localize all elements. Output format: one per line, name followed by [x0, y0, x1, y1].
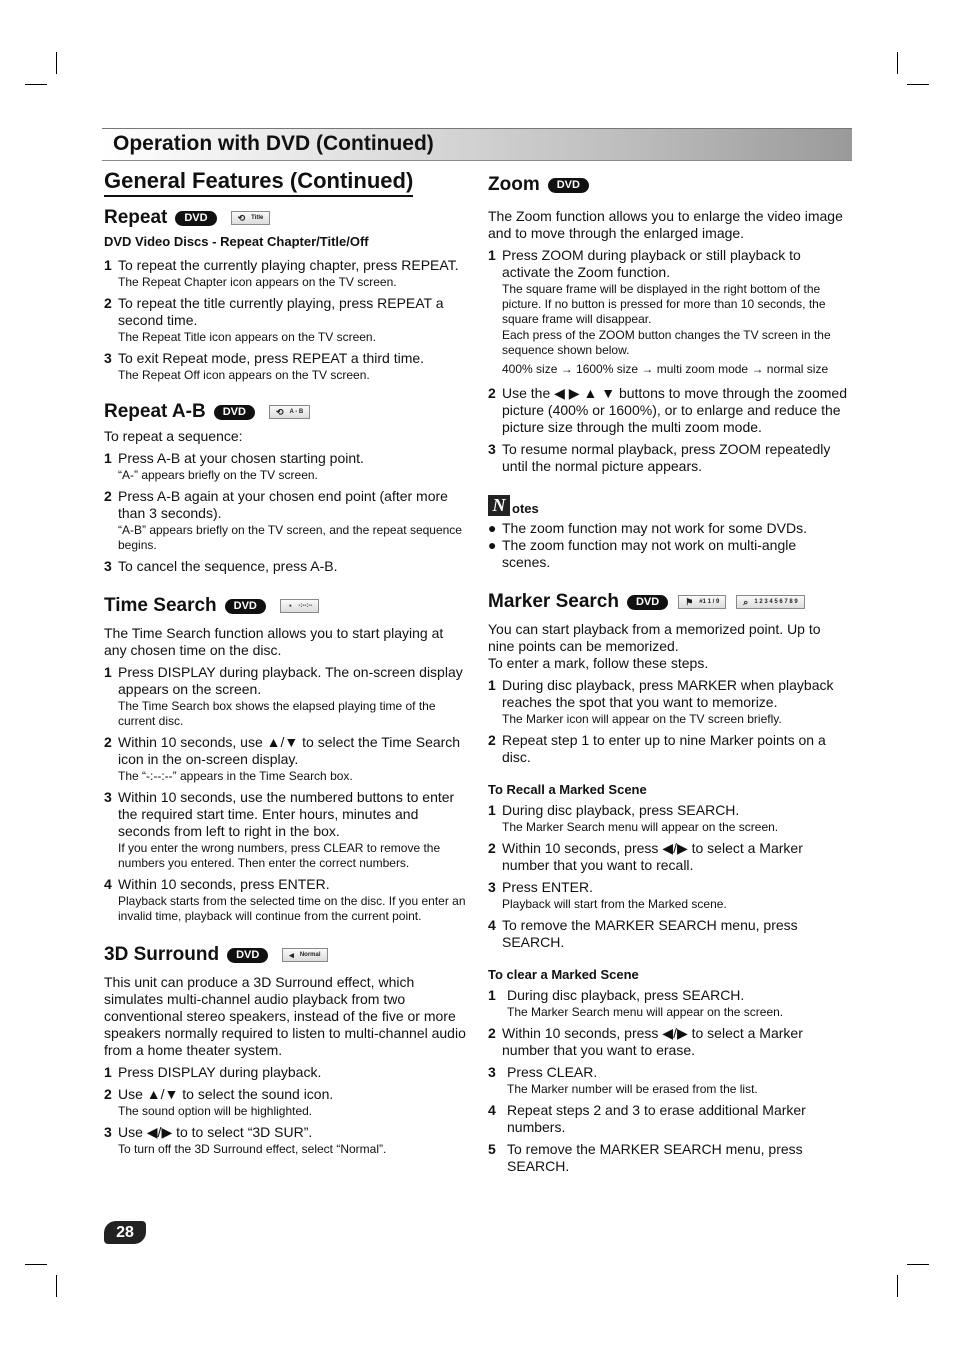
- step-number: 2: [104, 295, 112, 311]
- step-item: [104, 1124, 468, 1157]
- note-text: The zoom function may not work on multi-angle scenes.: [502, 537, 797, 570]
- step-item: [104, 450, 468, 483]
- time-search-heading: [104, 595, 468, 617]
- step-item: [104, 295, 468, 345]
- step-text: Use ▲/▼ to select the sound icon.: [118, 1086, 334, 1102]
- section-title: Repeat: [104, 207, 168, 228]
- crop-mark: [897, 1275, 898, 1297]
- step-note: To turn off the 3D Surround effect, select “Normal”.: [118, 1142, 387, 1156]
- step-text: Repeat step 1 to enter up to nine Marker points on a disc.: [502, 732, 826, 765]
- bullet-icon: ●: [488, 520, 497, 536]
- step-number: 2: [104, 1086, 112, 1102]
- surround-heading: [104, 944, 468, 966]
- section-intro: This unit can produce a 3D Surround effect, which simulates multi-channel audio playback from two conventional stereo speakers, instead of the five or more speakers normally required to listen to multi-channel audio from a home theater system.: [104, 974, 466, 1058]
- step-number: 1: [104, 1064, 112, 1080]
- section-title: Repeat A-B: [104, 401, 206, 422]
- step-text: Press DISPLAY during playback.: [118, 1064, 322, 1080]
- step-text: To repeat the title currently playing, press REPEAT a second time.: [118, 295, 444, 328]
- step-item: [104, 558, 468, 575]
- step-note: Playback will start from the Marked scene.: [502, 897, 727, 911]
- step-note: “A-” appears briefly on the TV screen.: [118, 468, 318, 482]
- step-text: To remove the MARKER SEARCH menu, press SEARCH.: [502, 917, 798, 950]
- step-text: To repeat the currently playing chapter, press REPEAT.: [118, 257, 459, 273]
- step-item: [488, 879, 848, 912]
- osd-label: 1 2 3 4 5 6 7 8 9: [754, 599, 798, 605]
- section-intro: You can start playback from a memorized point. Up to nine points can be memorized.: [488, 621, 821, 654]
- step-text: Within 10 seconds, press ◀/▶ to select a Marker number that you want to erase.: [502, 1025, 803, 1058]
- note-item: [488, 520, 848, 537]
- step-text: Within 10 seconds, use the numbered buttons to enter the required start time. Enter hours, minutes and seconds from left to right in the box.: [118, 789, 455, 839]
- repeat-icon: ⟲: [237, 212, 246, 223]
- note-item: [488, 537, 848, 571]
- step-note: The Marker number will be erased from the list.: [507, 1082, 758, 1096]
- section-title: Zoom: [488, 174, 540, 195]
- clear-heading: To clear a Marked Scene: [488, 967, 639, 982]
- step-item: [104, 257, 468, 290]
- crop-mark: [56, 1275, 57, 1297]
- section-title: Marker Search: [488, 591, 619, 612]
- step-text: Repeat steps 2 and 3 to erase additional Marker numbers.: [507, 1102, 806, 1135]
- step-number: 2: [104, 488, 112, 504]
- recall-heading: To Recall a Marked Scene: [488, 782, 647, 797]
- section-banner: [102, 128, 852, 161]
- step-text: To remove the MARKER SEARCH menu, press SEARCH.: [507, 1141, 803, 1174]
- step-text: Press CLEAR.: [507, 1064, 598, 1080]
- page-title: General Features (Continued): [104, 168, 413, 197]
- osd-icon: [282, 948, 327, 962]
- bullet-icon: ●: [488, 537, 497, 553]
- step-item: [488, 732, 848, 766]
- step-item: [488, 1064, 848, 1097]
- step-item: [104, 1064, 468, 1081]
- osd-icon: [269, 405, 310, 419]
- osd-label: A - B: [289, 409, 304, 415]
- step-text: Within 10 seconds, use ▲/▼ to select the Time Search icon in the on-screen display.: [118, 734, 461, 767]
- step-note: Playback starts from the selected time on the disc. If you enter an invalid time, playback will continue from the current point.: [118, 894, 466, 923]
- step-text: During disc playback, press MARKER when playback reaches the spot that you want to memorize.: [502, 677, 834, 710]
- step-note: The “-:--:--” appears in the Time Search box.: [118, 769, 353, 783]
- step-item: [104, 1086, 468, 1119]
- step-number: 1: [104, 257, 112, 273]
- step-text: Use the ◀ ▶ ▲ ▼ buttons to move through the zoomed picture (400% or 1600%), or to enlarge and reduce the picture size through the multi zoom mode.: [502, 385, 847, 435]
- step-item: [488, 1025, 848, 1059]
- marker-search-heading: [488, 591, 848, 613]
- step-text: To cancel the sequence, press A-B.: [118, 558, 338, 574]
- osd-label: -:--:--: [298, 603, 313, 609]
- step-number: 3: [488, 1064, 496, 1080]
- step-item: [104, 664, 468, 729]
- step-text: During disc playback, press SEARCH.: [502, 802, 740, 818]
- step-number: 4: [488, 1102, 496, 1118]
- step-item: [488, 1102, 848, 1136]
- step-number: 3: [488, 441, 496, 457]
- repeat-icon: ⟲: [275, 406, 284, 417]
- step-number: 3: [488, 879, 496, 895]
- note-text: The zoom function may not work for some DVDs.: [502, 520, 807, 536]
- step-note: Each press of the ZOOM button changes the TV screen in the sequence shown below.: [502, 328, 831, 357]
- section-subtitle: DVD Video Discs - Repeat Chapter/Title/Off: [104, 234, 369, 249]
- crop-mark: [907, 1264, 929, 1265]
- step-number: 3: [104, 558, 112, 574]
- step-number: 1: [104, 450, 112, 466]
- zoom-heading: [488, 174, 848, 196]
- section-intro: To enter a mark, follow these steps.: [488, 655, 709, 671]
- left-column: [104, 168, 468, 1157]
- step-text: Use ◀/▶ to to select “3D SUR”.: [118, 1124, 313, 1140]
- step-number: 1: [104, 664, 112, 680]
- step-number: 1: [488, 677, 496, 693]
- section-intro: The Zoom function allows you to enlarge the video image and to move through the enlarged image.: [488, 208, 843, 241]
- zoom-sequence: 400% size → 1600% size → multi zoom mode → normal size: [502, 362, 829, 376]
- step-number: 2: [488, 385, 496, 401]
- right-column: [488, 174, 848, 1175]
- osd-icon: [280, 599, 319, 613]
- step-number: 4: [488, 917, 496, 933]
- crop-mark: [907, 84, 929, 85]
- step-item: [488, 840, 848, 874]
- step-number: 2: [104, 734, 112, 750]
- crop-mark: [897, 52, 898, 74]
- notes-heading: [488, 495, 848, 516]
- step-number: 3: [104, 1124, 112, 1140]
- repeat-ab-heading: [104, 401, 468, 423]
- step-text: Press ZOOM during playback or still playback to activate the Zoom function.: [502, 247, 801, 280]
- crop-mark: [25, 1264, 47, 1265]
- step-item: [488, 677, 848, 727]
- osd-label: Normal: [299, 952, 321, 958]
- step-item: [488, 441, 848, 475]
- step-number: 5: [488, 1141, 496, 1157]
- step-number: 2: [488, 732, 496, 748]
- step-text: Within 10 seconds, press ◀/▶ to select a Marker number that you want to recall.: [502, 840, 803, 873]
- step-number: 4: [104, 876, 112, 892]
- section-title: 3D Surround: [104, 944, 220, 965]
- osd-label: Title: [251, 215, 264, 221]
- dvd-badge: DVD: [214, 405, 255, 420]
- dvd-badge: DVD: [175, 211, 216, 226]
- clock-icon: ◔: [286, 601, 293, 611]
- step-note: The Marker Search menu will appear on the screen.: [507, 1005, 784, 1019]
- step-note: The Time Search box shows the elapsed playing time of the current disc.: [118, 699, 436, 728]
- step-number: 3: [104, 350, 112, 366]
- step-text: Within 10 seconds, press ENTER.: [118, 876, 330, 892]
- section-intro: To repeat a sequence:: [104, 428, 243, 444]
- notes-icon: N: [488, 495, 510, 516]
- dvd-badge: DVD: [225, 599, 266, 614]
- step-note: The Repeat Chapter icon appears on the TV screen.: [118, 275, 397, 289]
- page-number: 28: [104, 1221, 146, 1244]
- step-item: [488, 247, 848, 377]
- step-note: “A-B” appears briefly on the TV screen, and the repeat sequence begins.: [118, 523, 462, 552]
- dvd-badge: DVD: [627, 595, 668, 610]
- dvd-badge: DVD: [227, 948, 268, 963]
- step-text: To resume normal playback, press ZOOM repeatedly until the normal picture appears.: [502, 441, 831, 474]
- step-item: [488, 917, 848, 951]
- crop-mark: [25, 84, 47, 85]
- step-item: [488, 1141, 848, 1175]
- step-note: The Marker Search menu will appear on the screen.: [502, 820, 779, 834]
- step-text: Press A-B at your chosen starting point.: [118, 450, 364, 466]
- osd-label: #1 1 / 9: [699, 599, 720, 605]
- banner-title: Operation with DVD (Continued): [113, 132, 434, 155]
- step-number: 2: [488, 840, 496, 856]
- step-note: The square frame will be displayed in the right bottom of the picture. If no button is pressed for more than 10 seconds, the square frame will disappear.: [502, 282, 826, 326]
- step-note: The Repeat Title icon appears on the TV screen.: [118, 330, 376, 344]
- step-note: If you enter the wrong numbers, press CLEAR to remove the numbers you entered. Then enter the correct numbers.: [118, 841, 441, 870]
- section-title: Time Search: [104, 595, 217, 616]
- step-item: [488, 385, 848, 436]
- step-text: Press ENTER.: [502, 879, 594, 895]
- dvd-badge: DVD: [548, 178, 589, 193]
- step-item: [104, 789, 468, 871]
- osd-icon: [736, 595, 804, 609]
- speaker-icon: ◂: [289, 949, 294, 960]
- step-item: [488, 987, 848, 1020]
- step-item: [104, 488, 468, 553]
- step-number: 1: [488, 247, 496, 263]
- step-item: [488, 802, 848, 835]
- step-text: Press DISPLAY during playback. The on-screen display appears on the screen.: [118, 664, 463, 697]
- step-note: The Repeat Off icon appears on the TV screen.: [118, 368, 370, 382]
- crop-mark: [56, 52, 57, 74]
- step-note: The sound option will be highlighted.: [118, 1104, 313, 1118]
- step-item: [104, 876, 468, 924]
- step-text: Press A-B again at your chosen end point (after more than 3 seconds).: [118, 488, 448, 521]
- osd-icon: [678, 595, 726, 609]
- step-item: [104, 350, 468, 383]
- section-intro: The Time Search function allows you to start playing at any chosen time on the disc.: [104, 625, 444, 658]
- step-note: The Marker icon will appear on the TV screen briefly.: [502, 712, 782, 726]
- step-text: During disc playback, press SEARCH.: [507, 987, 745, 1003]
- step-number: 3: [104, 789, 112, 805]
- osd-icon: [231, 211, 271, 225]
- notes-label: otes: [512, 501, 539, 516]
- step-number: 1: [488, 987, 496, 1003]
- marker-icon: ⚑: [685, 596, 694, 607]
- step-item: [104, 734, 468, 784]
- repeat-heading: [104, 207, 468, 229]
- step-text: To exit Repeat mode, press REPEAT a third time.: [118, 350, 425, 366]
- step-number: 2: [488, 1025, 496, 1041]
- step-number: 1: [488, 802, 496, 818]
- search-icon: ⌕: [743, 596, 749, 607]
